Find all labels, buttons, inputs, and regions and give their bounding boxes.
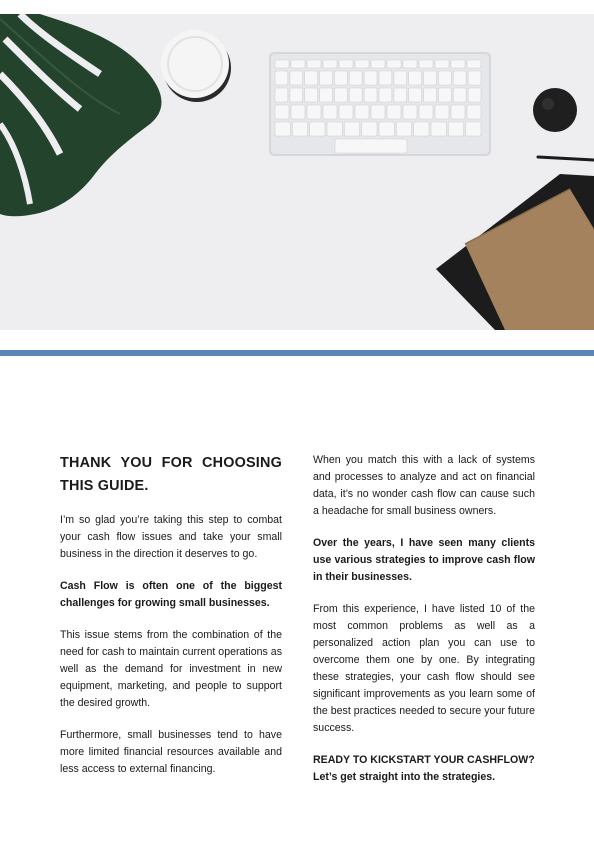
body-paragraph: From this experience, I have listed 10 of the most common problems as well as a personalized action plan you can use to overcome them one by one. By integrating these strategies, your cash flow should see significant improvements as you learn some of the best practices needed to secure your future success. xyxy=(313,603,535,734)
body-paragraph: Furthermore, small businesses tend to have more limited financial resources available and less access to external financing. xyxy=(60,729,282,775)
bold-statement: Cash Flow is often one of the biggest challenges for growing small businesses. xyxy=(60,580,282,609)
keyboard-key xyxy=(275,122,290,136)
keyboard-key xyxy=(323,60,337,68)
keyboard-key xyxy=(290,88,303,102)
keyboard-key xyxy=(409,88,422,102)
page-heading: THANK YOU FOR CHOOSING THIS GUIDE. xyxy=(60,455,282,494)
bold-statement: Over the years, I have seen many clients use various strategies to improve cash flow in their businesses. xyxy=(313,537,535,583)
keyboard-key xyxy=(291,60,305,68)
keyboard-key xyxy=(364,88,377,102)
keyboard-key xyxy=(327,122,342,136)
keyboard-key xyxy=(467,60,481,68)
keyboard-key xyxy=(394,88,407,102)
keyboard-key xyxy=(435,105,449,119)
keyboard-key xyxy=(334,88,347,102)
keyboard-key xyxy=(290,71,303,85)
keyboard-key xyxy=(292,122,307,136)
coffee-cup-graphic xyxy=(161,30,231,102)
pen-graphic xyxy=(538,157,594,160)
keyboard-key xyxy=(362,122,377,136)
keyboard-key xyxy=(396,122,411,136)
keyboard-key xyxy=(275,105,289,119)
right-column xyxy=(313,452,535,801)
keyboard-key xyxy=(305,88,318,102)
keyboard-key xyxy=(371,105,385,119)
keyboard-key xyxy=(371,60,385,68)
desk-illustration xyxy=(0,14,594,330)
keyboard-key xyxy=(349,88,362,102)
keyboard-key xyxy=(339,60,353,68)
notebooks-graphic xyxy=(436,174,594,330)
body-paragraph: This issue stems from the combination of the need for cash to maintain current operations as well as the demand for investment in new equipment, marketing, and people to support the desired growth. xyxy=(60,629,282,709)
body-paragraph: When you match this with a lack of systems and processes to analyze and act on financial data, it’s no wonder cash flow can cause such a headache for small business owners. xyxy=(313,454,535,517)
keyboard-key xyxy=(305,71,318,85)
keyboard-key xyxy=(419,105,433,119)
keyboard-key xyxy=(323,105,337,119)
keyboard-spacebar xyxy=(335,139,407,153)
monstera-leaf-graphic xyxy=(0,14,161,216)
left-column xyxy=(60,452,282,793)
cta-line: READY TO KICKSTART YOUR CASHFLOW? xyxy=(313,754,535,766)
keyboard-key xyxy=(451,60,465,68)
keyboard-key xyxy=(403,105,417,119)
keyboard-key xyxy=(275,71,288,85)
keyboard-key xyxy=(438,71,451,85)
keyboard-key xyxy=(291,105,305,119)
keyboard-key xyxy=(394,71,407,85)
keyboard-key xyxy=(379,122,394,136)
keyboard-key xyxy=(310,122,325,136)
cta-line: Let’s get straight into the strategies. xyxy=(313,771,496,783)
keyboard-key xyxy=(349,71,362,85)
keyboard-key xyxy=(355,105,369,119)
keyboard-key xyxy=(466,122,481,136)
keyboard-key xyxy=(453,88,466,102)
keyboard-key xyxy=(409,71,422,85)
keyboard-key xyxy=(438,88,451,102)
yarn-ball-graphic xyxy=(533,88,577,132)
keyboard-key xyxy=(344,122,359,136)
keyboard-graphic xyxy=(269,52,491,156)
keyboard-key xyxy=(414,122,429,136)
keyboard-key xyxy=(468,88,481,102)
keyboard-key xyxy=(320,71,333,85)
keyboard-key xyxy=(403,60,417,68)
keyboard-key xyxy=(431,122,446,136)
keyboard-key xyxy=(451,105,465,119)
keyboard-key xyxy=(468,71,481,85)
keyboard-key xyxy=(379,88,392,102)
intro-paragraph: I’m so glad you’re taking this step to combat your cash flow issues and take your small business in the direction it deserves to go. xyxy=(60,514,282,560)
keyboard-key xyxy=(419,60,433,68)
keyboard-key xyxy=(453,71,466,85)
keyboard-key xyxy=(275,88,288,102)
keyboard-key xyxy=(307,60,321,68)
keyboard-key xyxy=(364,71,377,85)
keyboard-key xyxy=(424,88,437,102)
keyboard-key xyxy=(379,71,392,85)
keyboard-key xyxy=(355,60,369,68)
keyboard-key xyxy=(387,105,401,119)
keyboard-key xyxy=(307,105,321,119)
keyboard-key xyxy=(275,60,289,68)
accent-divider xyxy=(0,350,594,356)
keyboard-key xyxy=(467,105,481,119)
keyboard-key xyxy=(448,122,463,136)
keyboard-key xyxy=(339,105,353,119)
keyboard-key xyxy=(435,60,449,68)
keyboard-key xyxy=(424,71,437,85)
call-to-action xyxy=(313,752,535,786)
hero-desk-photo xyxy=(0,14,594,330)
keyboard-key xyxy=(320,88,333,102)
keyboard-key xyxy=(334,71,347,85)
keyboard-key xyxy=(387,60,401,68)
